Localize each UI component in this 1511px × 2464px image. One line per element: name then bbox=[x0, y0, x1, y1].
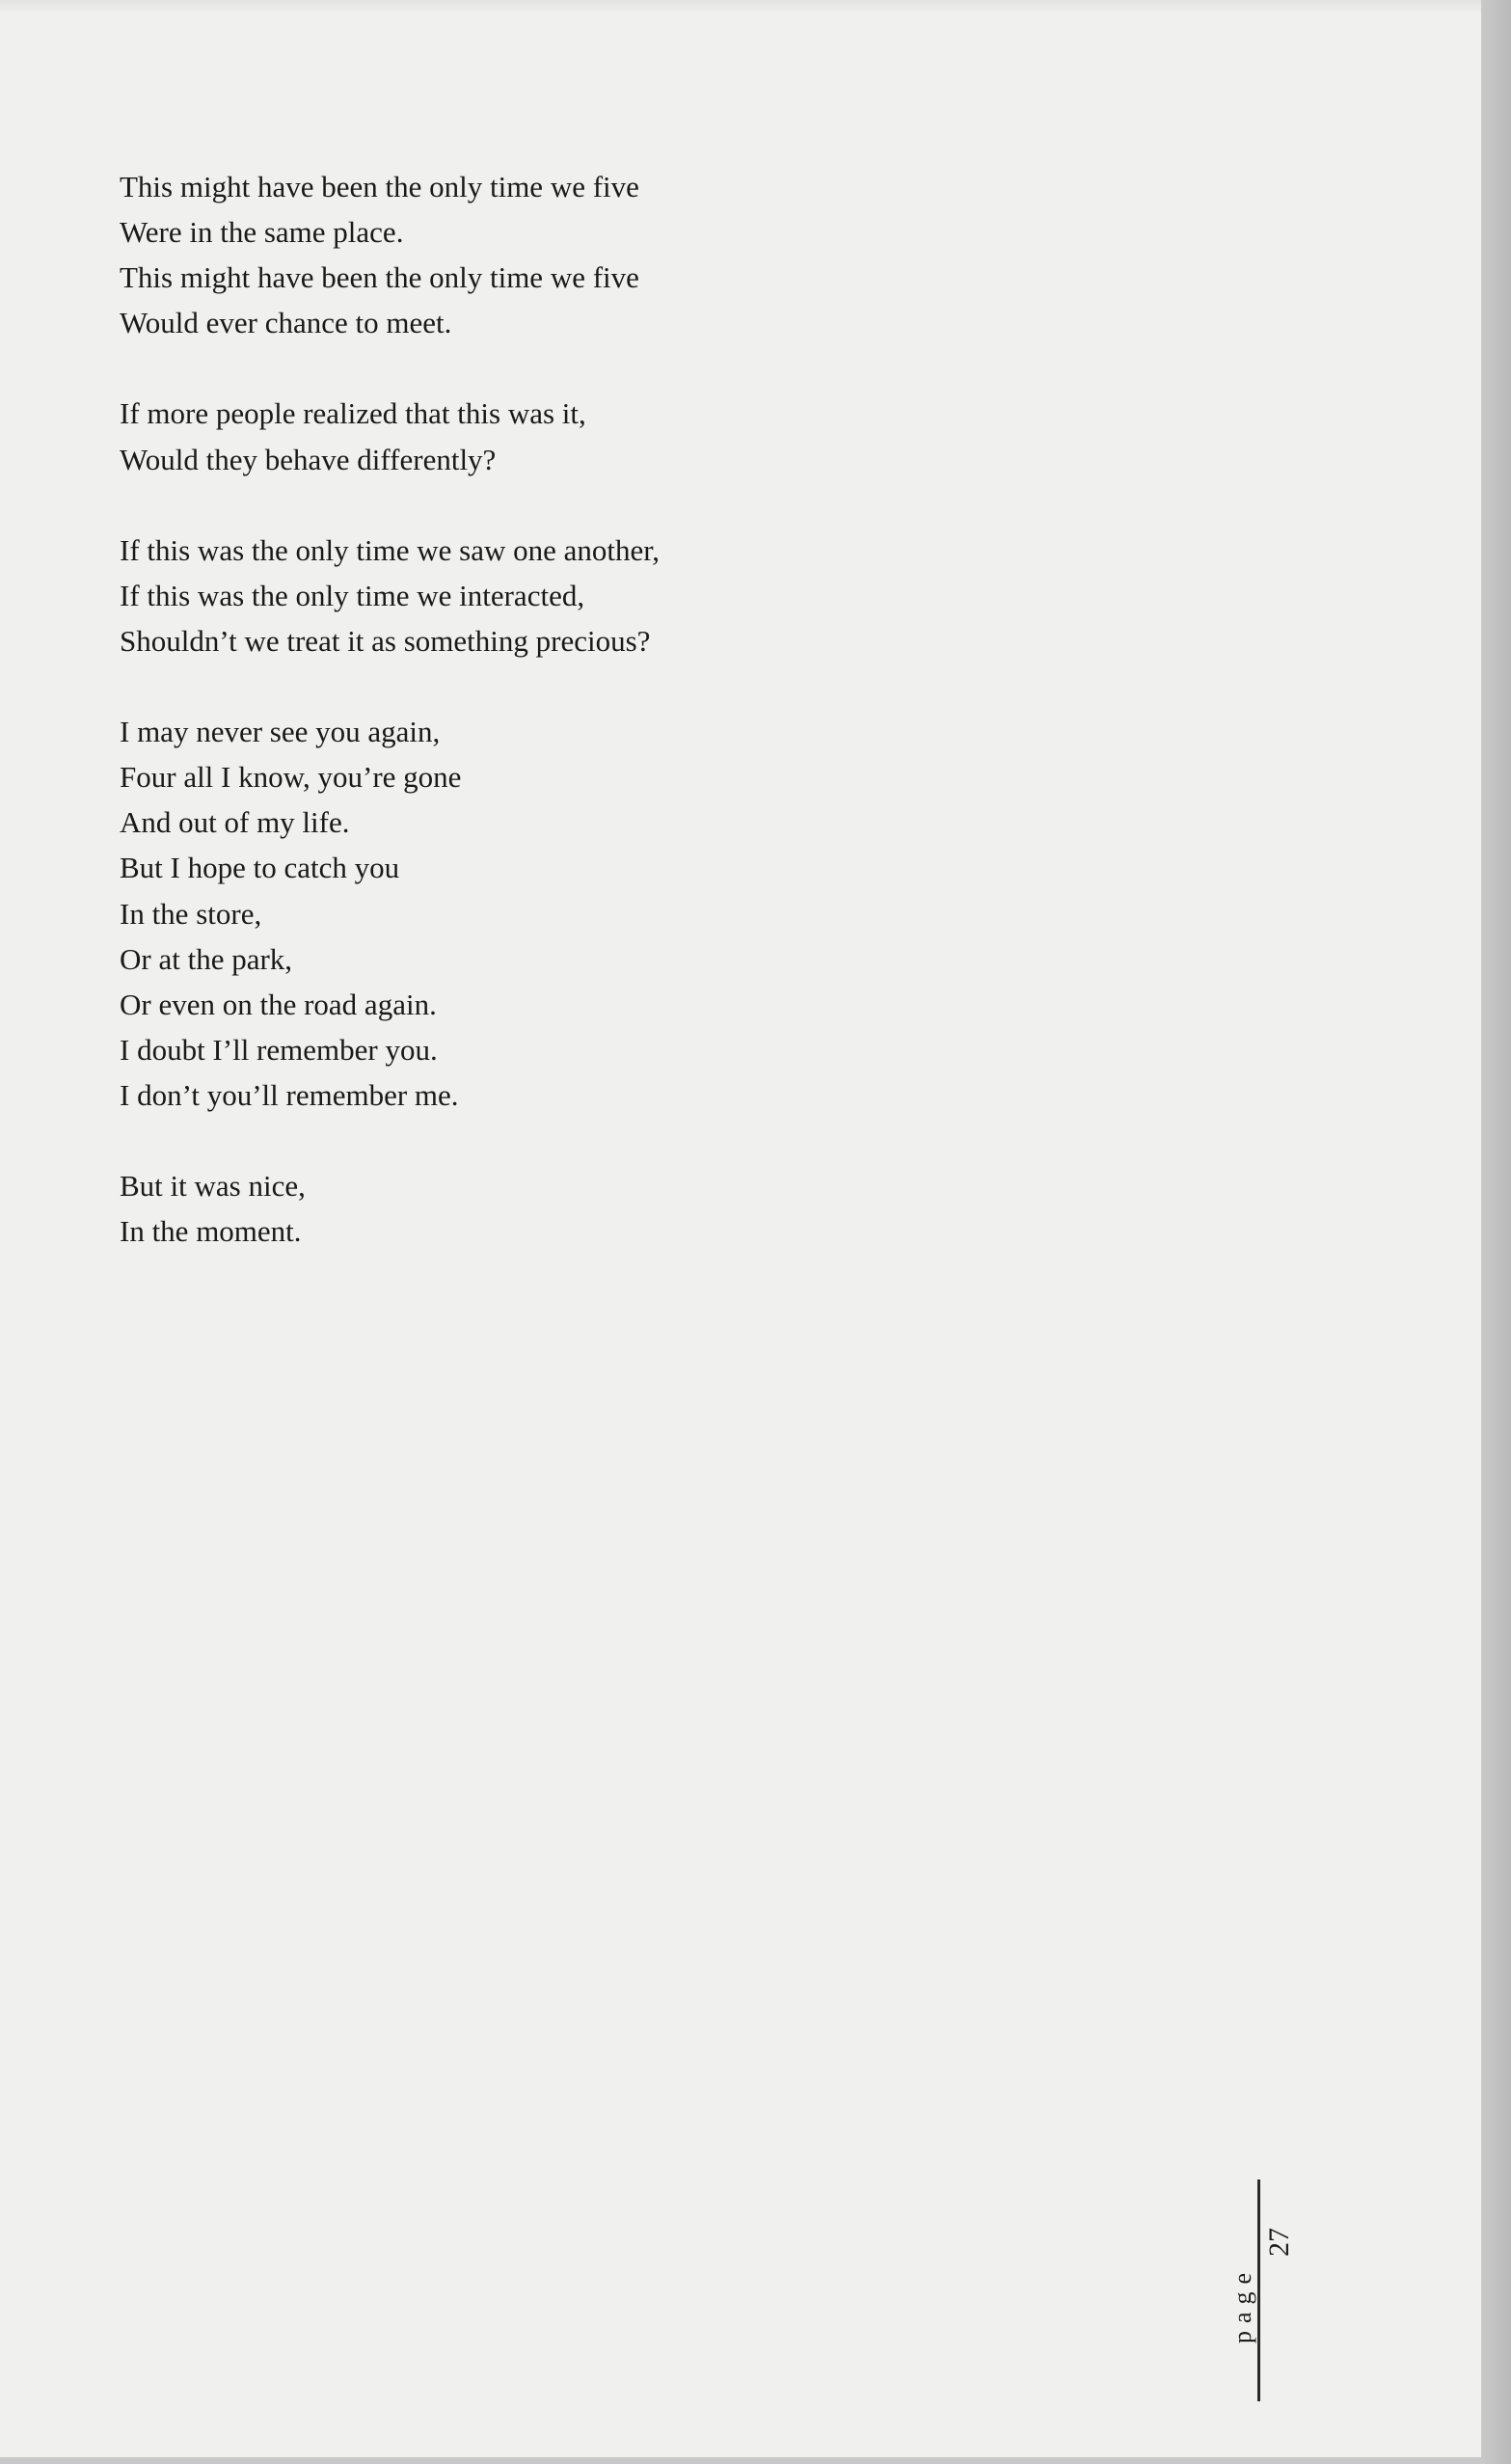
poem-line: This might have been the only time we five bbox=[120, 260, 639, 295]
poem-line: In the store, bbox=[120, 896, 262, 931]
poem-line: I don’t you’ll remember me. bbox=[120, 1077, 459, 1112]
page-footer bbox=[1215, 2160, 1295, 2411]
poem-line: And out of my life. bbox=[120, 805, 350, 840]
poem-line: Shouldn’t we treat it as something precious? bbox=[120, 623, 651, 658]
stanza-break bbox=[120, 482, 1277, 528]
page-number: 27 bbox=[1263, 2228, 1295, 2257]
page-bottom-edge bbox=[0, 2457, 1481, 2464]
poem-line: Would ever chance to meet. bbox=[120, 306, 452, 340]
poem-line: Or at the park, bbox=[120, 941, 293, 976]
stanza-break bbox=[120, 663, 1277, 709]
footer-divider bbox=[1257, 2180, 1260, 2401]
poem bbox=[120, 164, 1277, 1254]
poem-line: But I hope to catch you bbox=[120, 851, 400, 885]
poem-line: This might have been the only time we five bbox=[120, 170, 639, 203]
poem-line: I doubt I’ll remember you. bbox=[120, 1032, 438, 1067]
stanza-break bbox=[120, 1118, 1277, 1163]
page-top-shadow bbox=[0, 0, 1481, 14]
poem-line: If more people realized that this was it, bbox=[120, 396, 586, 431]
poem-line: Or even on the road again. bbox=[120, 987, 437, 1021]
page-right-edge bbox=[1481, 0, 1511, 2464]
poem-line: But it was nice, bbox=[120, 1169, 306, 1204]
poem-line: Would they behave differently? bbox=[120, 442, 497, 476]
poem-line: Were in the same place. bbox=[120, 215, 404, 250]
poem-line: If this was the only time we saw one another, bbox=[120, 532, 661, 567]
poem-line: In the moment. bbox=[120, 1214, 302, 1249]
page-label: page bbox=[1228, 2264, 1256, 2343]
stanza-break bbox=[120, 345, 1277, 391]
poem-line: I may never see you again, bbox=[120, 715, 441, 749]
poem-line: Four all I know, you’re gone bbox=[120, 760, 462, 795]
poem-line: If this was the only time we interacted, bbox=[120, 578, 585, 612]
